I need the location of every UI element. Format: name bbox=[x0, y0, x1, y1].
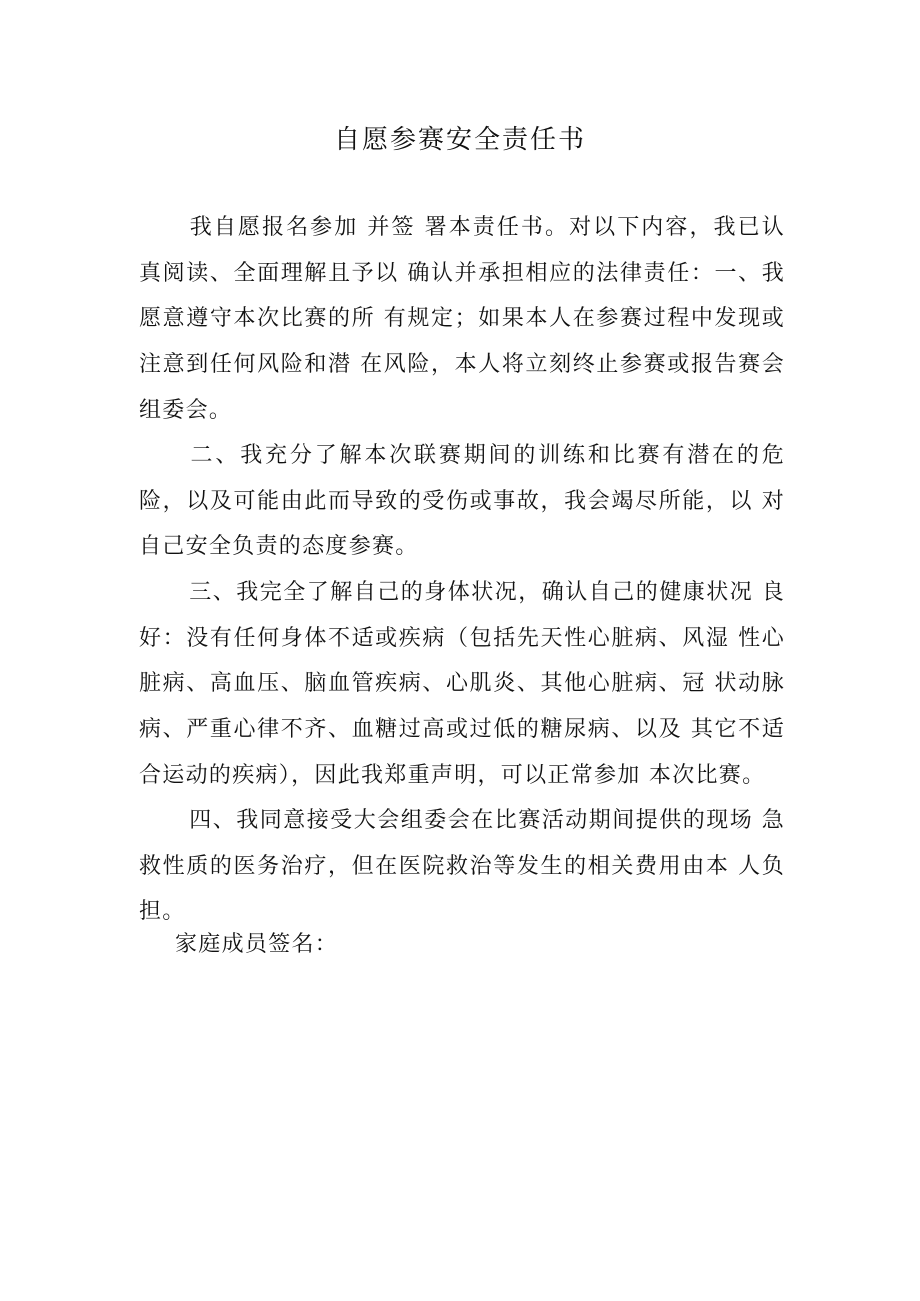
paragraph-1 bbox=[139, 205, 785, 434]
document-title: 自愿参赛安全责任书 bbox=[333, 125, 586, 155]
paragraph-2-text: 二、我充分了解本次联赛期间的训练和比赛有潜在的危 险，以及可能由此而导致的受伤或事故，我会竭尽所能，以 对自己安全负责的态度参赛。 bbox=[139, 443, 785, 560]
paragraph-4-text: 四、我同意接受大会组委会在比赛活动期间提供的现场 急救性质的医务治疗，但在医院救治等发生的相关费用由本 人负担。 bbox=[139, 808, 785, 925]
paragraph-3 bbox=[139, 570, 785, 799]
paragraph-3-text: 三、我完全了解自己的身体状况，确认自己的健康状况 良好：没有任何身体不适或疾病（包括先天性心脏病、风湿 性心脏病、高血压、脑血管疾病、心肌炎、其他心脏病、冠 状动脉病、严重心律不齐、血糖过高或过低的糖尿病、以及 其它不适合运动的疾病），因此我郑重声明，可以正常参加 本次比赛。 bbox=[139, 580, 785, 788]
paragraph-4 bbox=[139, 798, 785, 935]
signature-label: 家庭成员签名： bbox=[175, 932, 339, 957]
paragraph-1-text: 我自愿报名参加 并签 署本责任书。对以下内容，我已认真阅读、全面理解且予以 确认并承担相应的法律责任：一、我愿意遵守本次比赛的所 有规定；如果本人在参赛过程中发现或注意到任何风险和潜 在风险，本人将立刻终止参赛或报告赛会组委会。 bbox=[139, 215, 785, 423]
paragraph-2 bbox=[139, 433, 785, 570]
